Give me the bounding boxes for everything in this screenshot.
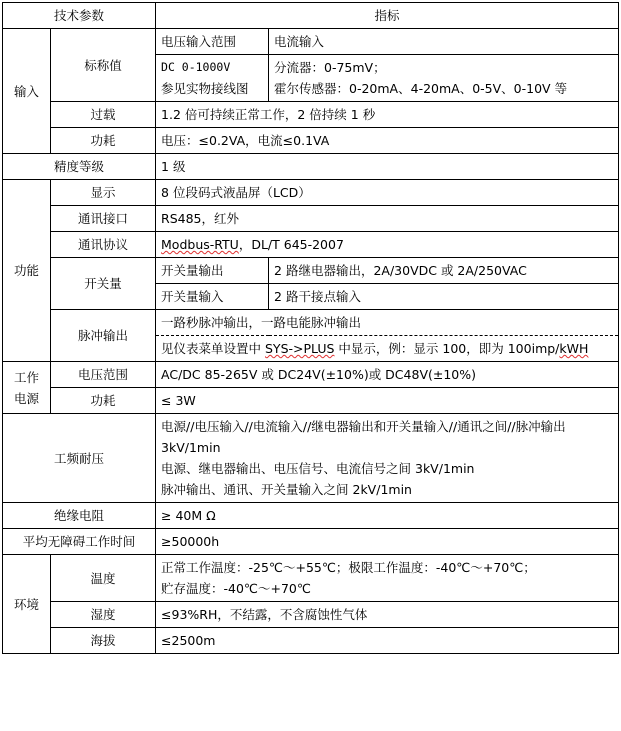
- rated-label: 标称值: [51, 29, 156, 102]
- rated-voltage-line1: DC 0-1000V: [161, 60, 231, 74]
- rated-current-line2: 霍尔传感器：0-20mA、4-20mA、0-5V、0-10V 等: [274, 81, 568, 96]
- pulse-line2-c: 中显示，例：显示 100，即为 100imp/: [334, 341, 560, 356]
- humidity-label: 湿度: [51, 602, 156, 628]
- header-indicator: 指标: [156, 3, 619, 29]
- rated-current-value: [269, 55, 619, 102]
- display-value: 8 位段码式液晶屏（LCD）: [156, 180, 619, 206]
- protocol-value: [156, 232, 619, 258]
- protocol-modbus: Modbus-RTU: [161, 237, 239, 252]
- switch-in-label: 开关量输入: [156, 284, 269, 310]
- insulation-value: ≥ 40M Ω: [156, 503, 619, 529]
- altitude-value: ≤2500m: [156, 628, 619, 654]
- comm-port-value: RS485，红外: [156, 206, 619, 232]
- withstand-line2: 电源、继电器输出、电压信号、电流信号之间 3kV/1min: [161, 461, 475, 476]
- supply-voltage-value: AC/DC 85-265V 或 DC24V(±10%)或 DC48V(±10%): [156, 362, 619, 388]
- temperature-line1: 正常工作温度：-25℃～+55℃；极限工作温度：-40℃～+70℃；: [161, 560, 536, 575]
- protocol-dlt: ，DL/T 645-2007: [238, 237, 344, 252]
- supply-power-label: 功耗: [51, 388, 156, 414]
- rated-voltage-title: 电压输入范围: [156, 29, 269, 55]
- comm-port-label: 通讯接口: [51, 206, 156, 232]
- pulse-line2-a: 见仪表菜单设置中: [161, 341, 265, 356]
- rated-voltage-line2: 参见实物接线图: [161, 81, 249, 96]
- temperature-label: 温度: [51, 555, 156, 602]
- withstand-line3: 脉冲输出、通讯、开关量输入之间 2kV/1min: [161, 482, 412, 497]
- temperature-line2: 贮存温度：-40℃～+70℃: [161, 581, 311, 596]
- accuracy-value: 1 级: [156, 154, 619, 180]
- supply-power-value: ≤ 3W: [156, 388, 619, 414]
- accuracy-label: 精度等级: [3, 154, 156, 180]
- altitude-label: 海拔: [51, 628, 156, 654]
- group-input: 输入: [3, 29, 51, 154]
- supply-voltage-label: 电压范围: [51, 362, 156, 388]
- display-label: 显示: [51, 180, 156, 206]
- overload-value: 1.2 倍可持续正常工作，2 倍持续 1 秒: [156, 102, 619, 128]
- switch-out-label: 开关量输出: [156, 258, 269, 284]
- insulation-label: 绝缘电阻: [3, 503, 156, 529]
- temperature-value: [156, 555, 619, 602]
- pulse-line1: 一路秒脉冲输出，一路电能脉冲输出: [156, 310, 619, 336]
- humidity-value: ≤93%RH，不结露，不含腐蚀性气体: [156, 602, 619, 628]
- protocol-label: 通讯协议: [51, 232, 156, 258]
- switch-out-value: 2 路继电器输出，2A/30VDC 或 2A/250VAC: [269, 258, 619, 284]
- withstand-line1: 电源//电压输入//电流输入//继电器输出和开关量输入//通讯之间//脉冲输出 3kV/1min: [161, 419, 566, 455]
- group-environment: 环境: [3, 555, 51, 654]
- withstand-label: 工频耐压: [3, 414, 156, 503]
- rated-voltage-value: [156, 55, 269, 102]
- pulse-sys-plus: SYS->PLUS: [265, 341, 335, 356]
- withstand-value: [156, 414, 619, 503]
- group-supply: 工作电源: [3, 362, 51, 414]
- mtbf-value: ≥50000h: [156, 529, 619, 555]
- group-function: 功能: [3, 180, 51, 362]
- pulse-label: 脉冲输出: [51, 310, 156, 362]
- spec-table: [2, 2, 619, 654]
- rated-current-line1: 分流器：0-75mV；: [274, 60, 386, 75]
- switch-label: 开关量: [51, 258, 156, 310]
- header-row: [3, 3, 619, 29]
- pulse-line2: [156, 336, 619, 362]
- input-power-label: 功耗: [51, 128, 156, 154]
- header-param: 技术参数: [3, 3, 156, 29]
- overload-label: 过载: [51, 102, 156, 128]
- input-power-value: 电压：≤0.2VA，电流≤0.1VA: [156, 128, 619, 154]
- switch-in-value: 2 路干接点输入: [269, 284, 619, 310]
- pulse-kwh: kWH: [559, 341, 589, 356]
- mtbf-label: 平均无障碍工作时间: [3, 529, 156, 555]
- rated-current-title: 电流输入: [269, 29, 619, 55]
